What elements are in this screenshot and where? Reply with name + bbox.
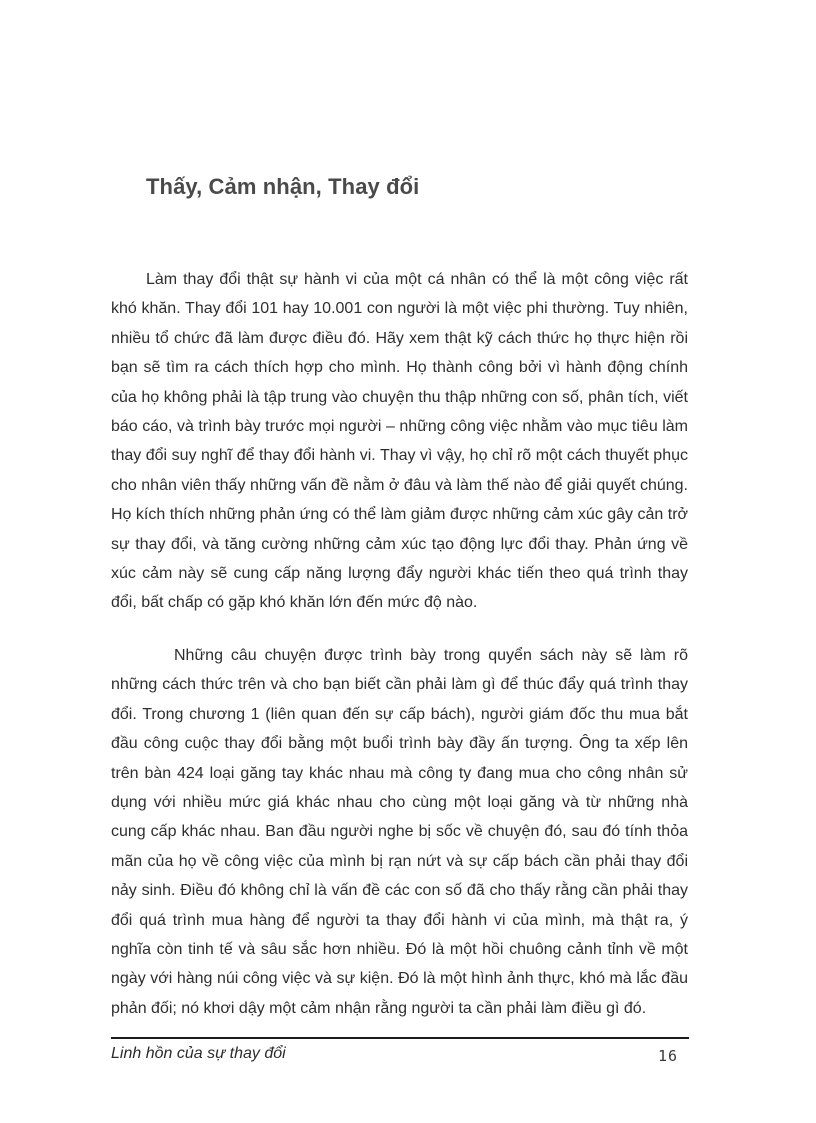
footer-book-title: Linh hồn của sự thay đổi	[111, 1045, 286, 1062]
paragraph-2: Những câu chuyện được trình bày trong quyển sách này sẽ làm rõ những cách thức trên và cho bạn biết cần phải làm gì để thúc đẩy quá trình thay đổi. Trong chương 1 (liên quan đến sự cấp bách), người giám đốc thu mua bắt đầu công cuộc thay đổi bằng một buổi trình bày đầy ấn tượng. Ông ta xếp lên trên bàn 424 loại găng tay khác nhau mà công ty đang mua cho công nhân sử dụng với nhiều mức giá khác nhau cho cùng một loại găng và từ những nhà cung cấp khác nhau. Ban đầu người nghe bị sốc về chuyện đó, sau đó tính thỏa mãn của họ về công việc của mình bị rạn nứt và sự cấp bách cần phải thay đổi nảy sinh. Điều đó không chỉ là vấn đề các con số đã cho thấy rằng cần phải thay đổi quá trình mua hàng để người ta thay đổi hành vi của mình, mà thật ra, ý nghĩa còn tinh tế và sâu sắc hơn nhiều. Đó là một hồi chuông cảnh tỉnh về một ngày với hàng núi công việc và sự kiện. Đó là một hình ảnh thực, khó mà lắc đầu phản đối; nó khơi dậy một cảm nhận rằng người ta cần phải làm điều gì đó.	[111, 646, 688, 1017]
page-number: 16	[657, 1047, 678, 1065]
body-text	[111, 265, 688, 1023]
paragraph-1: Làm thay đổi thật sự hành vi của một cá nhân có thể là một công việc rất khó khăn. Thay đổi 101 hay 10.001 con người là một việc phi thường. Tuy nhiên, nhiều tổ chức đã làm được điều đó. Hãy xem thật kỹ cách thức họ thực hiện rồi bạn sẽ tìm ra cách thích hợp cho mình. Họ thành công bởi vì hành động chính của họ không phải là tập trung vào chuyện thu thập những con số, phân tích, viết báo cáo, và trình bày trước mọi người – những công việc nhằm vào mục tiêu làm thay đổi suy nghĩ để thay đổi hành vi. Thay vì vậy, họ chỉ rõ một cách thuyết phục cho nhân viên thấy những vấn đề nằm ở đâu và làm thế nào để giải quyết chúng. Họ kích thích những phản ứng có thể làm giảm được những cảm xúc gây cản trở sự thay đổi, và tăng cường những cảm xúc tạo động lực đổi thay. Phản ứng về xúc cảm này sẽ cung cấp năng lượng đẩy người khác tiến theo quá trình thay đổi, bất chấp có gặp khó khăn lớn đến mức độ nào.	[111, 271, 689, 612]
footer-divider	[111, 1037, 689, 1039]
chapter-title: Thấy, Cảm nhận, Thay đổi	[146, 174, 420, 199]
